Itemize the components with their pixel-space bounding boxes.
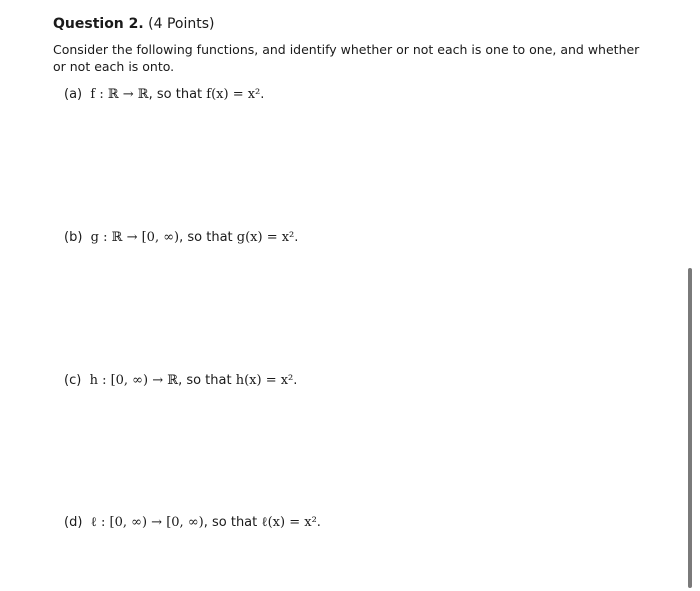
sub-question-c bbox=[64, 372, 297, 390]
connector-text: , so that bbox=[178, 373, 236, 388]
sub-question-label: (b) bbox=[64, 230, 83, 245]
question-points: (4 Points) bbox=[148, 16, 215, 32]
sub-question-label: (a) bbox=[64, 87, 83, 102]
question-heading bbox=[53, 14, 215, 34]
sub-question-b bbox=[64, 229, 298, 247]
period: . bbox=[293, 373, 298, 388]
function-signature: g : ℝ → [0, ∞) bbox=[90, 230, 180, 245]
function-definition: g(x) = x² bbox=[236, 230, 295, 245]
question-label: Question 2. bbox=[53, 16, 144, 32]
question-intro: Consider the following functions, and identify whether or not each is one to one, and whether or not each is onto. bbox=[53, 42, 640, 74]
sub-question-d bbox=[64, 514, 321, 532]
period: . bbox=[260, 87, 265, 102]
function-signature: f : ℝ → ℝ bbox=[90, 87, 149, 102]
function-definition: h(x) = x² bbox=[235, 373, 294, 388]
connector-text: , so that bbox=[203, 515, 262, 530]
sub-question-a bbox=[64, 86, 264, 104]
connector-text: , so that bbox=[179, 230, 237, 245]
sub-question-label: (d) bbox=[64, 515, 83, 530]
function-signature: h : [0, ∞) → ℝ bbox=[89, 373, 179, 388]
period: . bbox=[316, 515, 321, 530]
sub-question-label: (c) bbox=[64, 373, 82, 388]
function-signature: ℓ : [0, ∞) → [0, ∞) bbox=[90, 515, 204, 530]
period: . bbox=[294, 230, 299, 245]
function-definition: f(x) = x² bbox=[206, 87, 261, 102]
connector-text: , so that bbox=[148, 87, 207, 102]
function-definition: ℓ(x) = x² bbox=[261, 515, 317, 530]
vertical-scrollbar-thumb[interactable] bbox=[688, 268, 692, 588]
